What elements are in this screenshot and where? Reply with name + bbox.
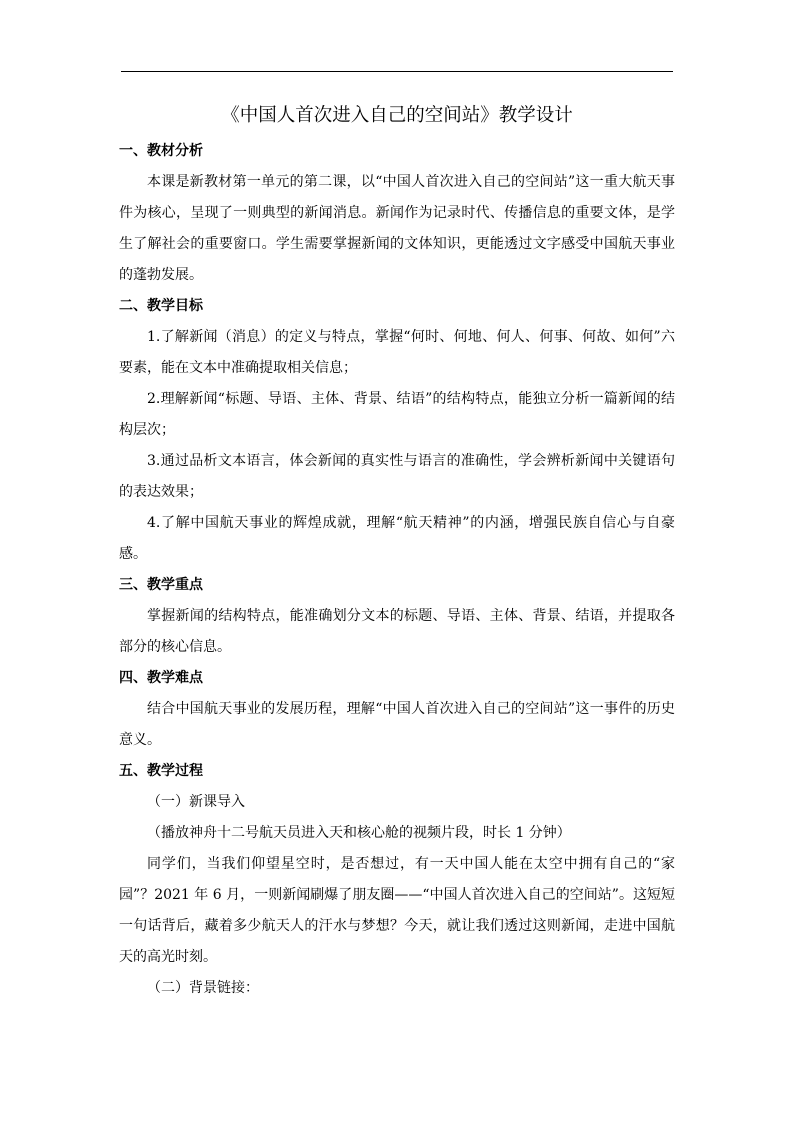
section-paragraph: 结合中国航天事业的发展历程，理解“中国人首次进入自己的空间站”这一事件的历史意义。 [119,701,675,748]
objective-item: 4.了解中国航天事业的辉煌成就，理解“航天精神”的内涵，增强民族自信心与自豪感。 [119,515,675,562]
objective-item: 3.通过品析文本语言，体会新闻的真实性与语言的准确性，学会辨析新闻中关键语句的表达效果； [119,453,675,500]
document-body [119,100,675,1004]
subsection-heading: （二）背景链接： [147,980,259,996]
objective-item: 1.了解新闻（消息）的定义与特点，掌握“何时、何地、何人、何事、何故、如何”六要素，能在文本中准确提取相关信息； [119,329,675,376]
header-rule [121,71,673,72]
section-heading: 二、教学目标 [119,298,203,314]
section-teaching-process [119,756,675,1004]
section-heading: 四、教学难点 [119,670,203,686]
section-heading: 五、教学过程 [119,763,203,779]
section-paragraph: 同学们，当我们仰望星空时，是否想过，有一天中国人能在太空中拥有自己的“家园”？2021 年 6 月，一则新闻刷爆了朋友圈——“中国人首次进入自己的空间站”。这短短一句话背后，藏着多少航天人的汗水与梦想？今天，就让我们透过这则新闻，走进中国航天的高光时刻。 [119,856,675,965]
section-heading: 一、教材分析 [119,143,203,159]
section-teaching-difficulty [119,663,675,756]
section-heading: 三、教学重点 [119,577,203,593]
document-title: 《中国人首次进入自己的空间站》教学设计 [221,105,573,126]
objective-item: 2.理解新闻“标题、导语、主体、背景、结语”的结构特点，能独立分析一篇新闻的结构层次； [119,391,675,438]
section-paragraph: 本课是新教材第一单元的第二课，以“中国人首次进入自己的空间站”这一重大航天事件为核心，呈现了一则典型的新闻消息。新闻作为记录时代、传播信息的重要文体，是学生了解社会的重要窗口。学生需要掌握新闻的文体知识，更能透过文字感受中国航天事业的蓬勃发展。 [119,174,675,283]
section-teaching-objectives [119,291,675,570]
section-teaching-focus [119,570,675,663]
section-paragraph: 掌握新闻的结构特点，能准确划分文本的标题、导语、主体、背景、结语，并提取各部分的核心信息。 [119,608,675,655]
section-textbook-analysis [119,136,675,291]
section-paragraph: （播放神舟十二号航天员进入天和核心舱的视频片段，时长 1 分钟） [147,825,571,841]
subsection-heading: （一）新课导入 [147,794,245,810]
